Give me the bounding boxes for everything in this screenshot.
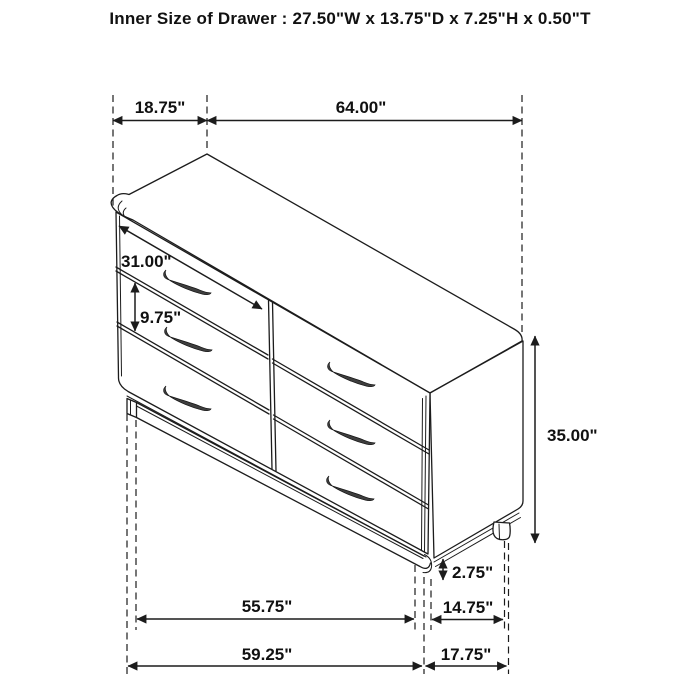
right-foot — [493, 522, 510, 540]
dim-top-width — [207, 98, 522, 121]
dimension-label: 9.75" — [140, 308, 182, 327]
dimension-label: 14.75" — [442, 598, 494, 617]
dresser-drawing — [111, 154, 523, 573]
dim-top-depth — [113, 98, 207, 121]
dim-base-height — [443, 559, 493, 582]
dimension-label: 35.00" — [547, 426, 598, 445]
dimension-label: 17.75" — [440, 645, 492, 664]
dim-side-depth-inner — [432, 598, 503, 620]
dim-side-depth-overall — [426, 645, 507, 666]
dimension-label: 55.75" — [241, 597, 293, 616]
dim-overall-height — [535, 336, 598, 543]
diagram-title: Inner Size of Drawer : 27.50"W x 13.75"D x 7.25"H x 0.50"T — [109, 9, 591, 28]
dimension-label: 18.75" — [134, 98, 186, 117]
dim-front-width-inner — [137, 597, 414, 619]
dimension-label: 64.00" — [335, 98, 387, 117]
dimension-label: 31.00" — [121, 252, 172, 271]
dim-front-width-overall — [128, 645, 422, 666]
dimension-label: 59.25" — [241, 645, 293, 664]
dimension-label: 2.75" — [452, 563, 494, 582]
